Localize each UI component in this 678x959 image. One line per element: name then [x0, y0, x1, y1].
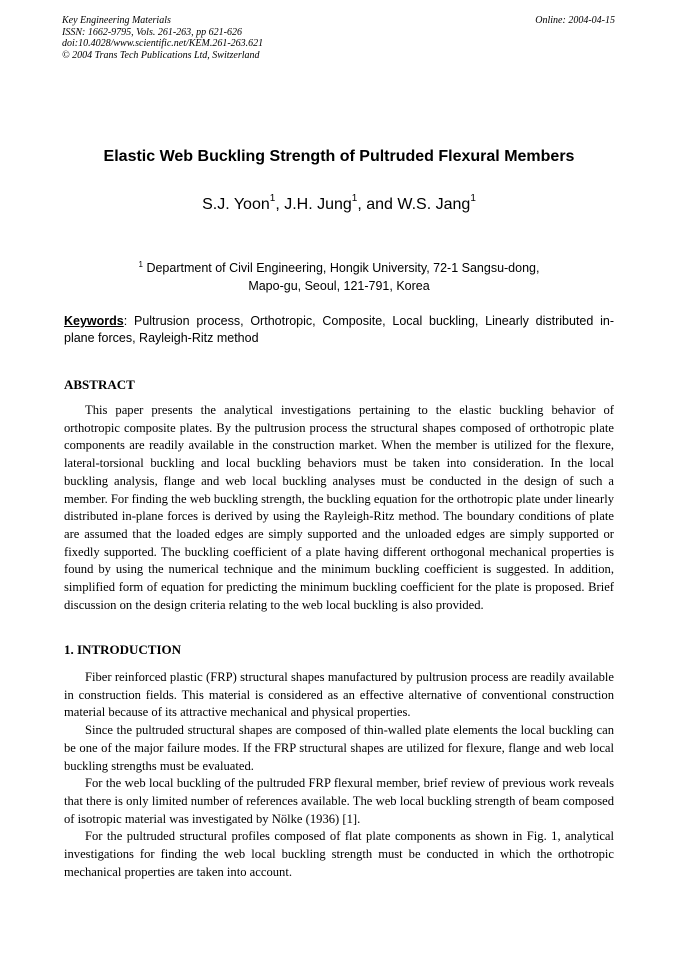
- keywords-text: : Pultrusion process, Orthotropic, Composite, Local buckling, Linearly distributed in-plane forces, Rayleigh-Ritz method: [64, 314, 614, 345]
- author-separator: , and: [357, 196, 398, 213]
- author-separator: ,: [275, 196, 285, 213]
- doi-line: doi:10.4028/www.scientific.net/KEM.261-263.621: [62, 38, 264, 49]
- author-name: J.H. Jung: [284, 196, 352, 213]
- author-affil-mark: 1: [351, 192, 358, 204]
- affiliation-mark: 1: [138, 259, 143, 269]
- introduction-heading: 1. INTRODUCTION: [64, 642, 182, 657]
- journal-name: Key Engineering Materials: [62, 15, 171, 26]
- affiliation: [0, 259, 678, 295]
- intro-paragraph-3: For the web local buckling of the pultruded FRP flexural member, brief review of previous work reveals that there is only limited number of references available. The web local buckling strength of beam composed of isotropic material was investigated by Nölke (1936) [1].: [64, 776, 614, 826]
- journal-header: [62, 15, 615, 61]
- intro-paragraph-2: Since the pultruded structural shapes are composed of thin-walled plate elements the local buckling can be one of the major failure modes. If the FRP structural shapes are utilized for flexure, flange and web local buckling strengths must be evaluated.: [64, 723, 614, 773]
- intro-paragraph-1: Fiber reinforced plastic (FRP) structural shapes manufactured by pultrusion process are readily available in construction fields. This material is considered as an effective alternative of conventional construction material because of its attractive mechanical and physical properties.: [64, 670, 614, 720]
- affiliation-line-1: $^1$ Department of Civil Engineering, Hongik University, 72-1 Sangsu-dong,: [138, 259, 540, 275]
- abstract-body: [64, 402, 614, 614]
- paper-title: Elastic Web Buckling Strength of Pultruded Flexural Members: [103, 148, 575, 165]
- abstract-paragraph: This paper presents the analytical investigations pertaining to the elastic buckling behavior of orthotropic composite plates. By the pultrusion process the structural shapes composed of orthotropic plate components are readily available in the construction market. When the member is utilized for the flexure, lateral-torsional buckling and local buckling behaviors must be taken into consideration. In the local buckling analysis, flange and web local buckling analyses must be conducted in the design of such a member. For finding the web buckling strength, the buckling equation for the orthotropic plate under linearly distributed in-plane forces is derived by using the Rayleigh-Ritz method. The boundary conditions of plate are assumed that the loaded edges are simply supported and the unloaded edges are simply supported or fixedly supported. The buckling coefficient of a plate having different orthogonal mechanical properties is found by using the numerical technique and the minimum buckling coefficient is suggested. In addition, simplified form of equation for predicting the minimum buckling coefficient for the plate is proposed. Brief discussion on the design criteria relating to the web local buckling is also provided.: [64, 403, 614, 612]
- copyright-line: © 2004 Trans Tech Publications Ltd, Switzerland: [62, 49, 260, 61]
- author-list: [0, 192, 678, 214]
- keywords-label: Keywords: [64, 314, 124, 328]
- online-date: Online: 2004-04-15: [535, 15, 615, 26]
- author-name: S.J. Yoon: [202, 196, 270, 213]
- abstract-heading: ABSTRACT: [64, 377, 135, 392]
- introduction-body: [64, 669, 614, 881]
- author-affil-mark: 1: [470, 192, 476, 204]
- affiliation-line-2: Mapo-gu, Seoul, 121-791, Korea: [248, 279, 430, 293]
- author-name: W.S. Jang: [397, 196, 471, 213]
- author-affil-mark: 1: [269, 192, 276, 204]
- keywords-block: [64, 313, 614, 347]
- journal-info: [62, 15, 615, 61]
- intro-paragraph-4: For the pultruded structural profiles composed of flat plate components as shown in Fig. 1, analytical investigations for finding the web local buckling strength must be conducted in which the orthotropic mechanical properties are taken into account.: [64, 829, 614, 879]
- issn-line: ISSN: 1662-9795, Vols. 261-263, pp 621-626: [62, 26, 242, 38]
